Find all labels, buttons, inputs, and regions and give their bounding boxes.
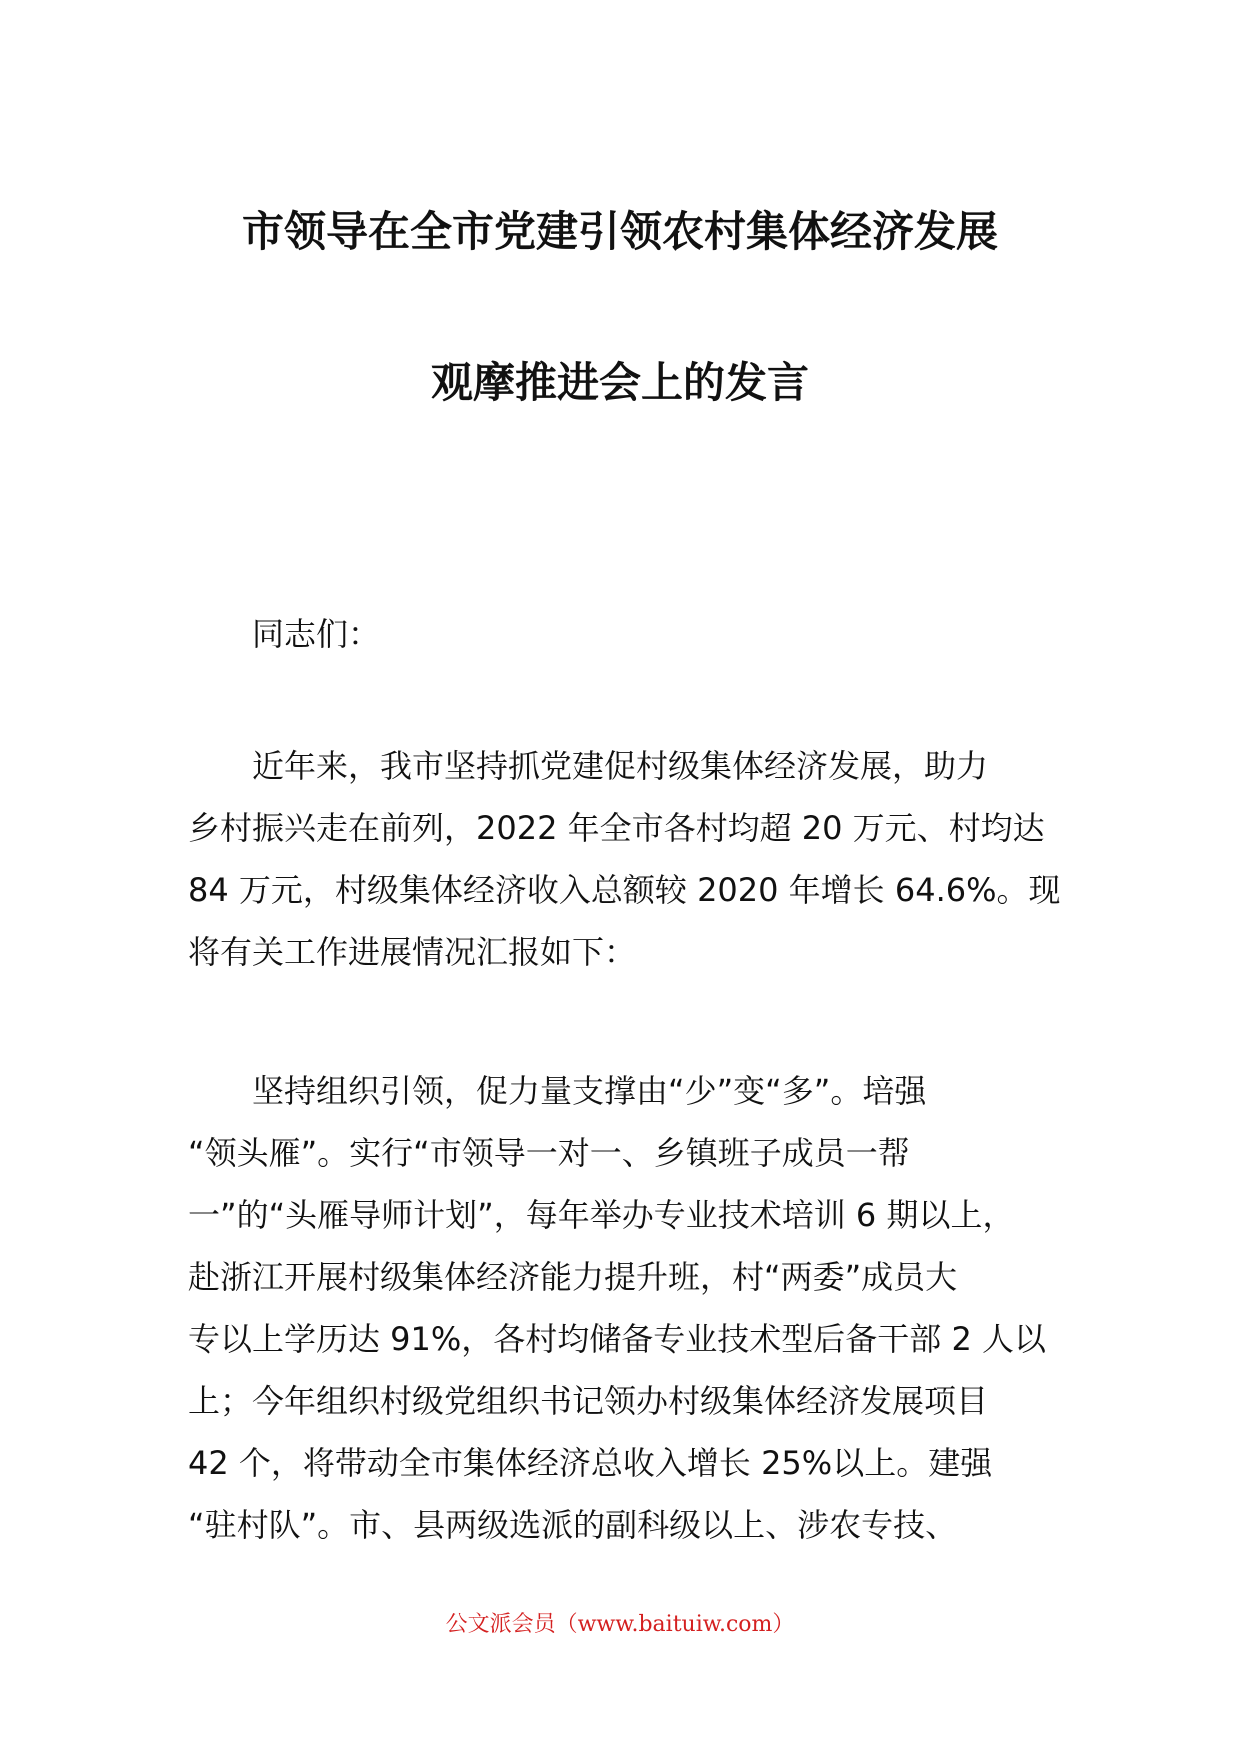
paragraph-line: 近年来，我市坚持抓党建促村级集体经济发展，助力 (252, 747, 989, 785)
paragraph-line: 将有关工作进展情况汇报如下： (188, 933, 637, 971)
paragraph-line: 专以上学历达 91%，各村均储备专业技术型后备干部 2 人以 (188, 1320, 1047, 1358)
document-title-line-2: 观摩推进会上的发言 (430, 358, 809, 407)
paragraph-line: “领头雁”。实行“市领导一对一、乡镇班子成员一帮 (188, 1134, 910, 1172)
document-title-line-1: 市领导在全市党建引领农村集体经济发展 (241, 207, 998, 256)
paragraph-line: 乡村振兴走在前列，2022 年全市各村均超 20 万元、村均达 (188, 809, 1045, 847)
paragraph-line: 上；今年组织村级党组织书记领办村级集体经济发展项目 (188, 1382, 989, 1420)
paragraph-line: 一”的“头雁导师计划”，每年举办专业技术培训 6 期以上， (188, 1196, 1015, 1234)
salutation: 同志们： (252, 615, 381, 653)
footer-watermark-text: 公文派会员（www.baituiw.com） (445, 1612, 795, 1637)
paragraph-line: “驻村队”。市、县两级选派的副科级以上、涉农专技、 (188, 1506, 958, 1544)
paragraph-line: 赴浙江开展村级集体经济能力提升班，村“两委”成员大 (188, 1258, 958, 1296)
paragraph-line: 42 个，将带动全市集体经济总收入增长 25%以上。建强 (188, 1444, 993, 1482)
paragraph-line: 84 万元，村级集体经济收入总额较 2020 年增长 64.6%。现 (188, 871, 1061, 909)
paragraph-intro (188, 735, 1068, 983)
paragraph-line: 坚持组织引领，促力量支撑由“少”变“多”。培强 (252, 1072, 927, 1110)
paragraph-organization (188, 1060, 1068, 1556)
